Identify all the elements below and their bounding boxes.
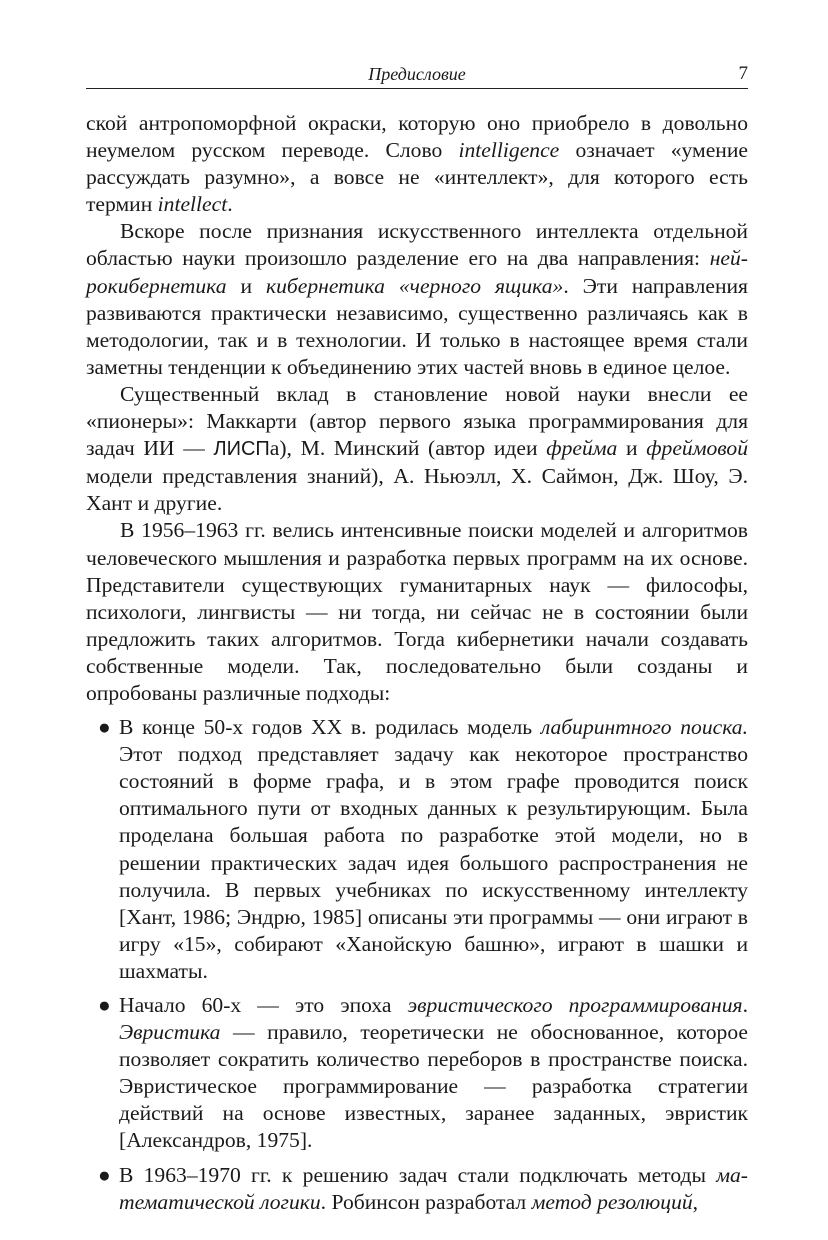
page-body <box>86 110 748 1223</box>
paragraph-2: Вскоре после признания искусственного интеллекта отдельной областью науки произошло разделение его на два направления: нейрокибернетика и кибернетика «черного ящика». Эти направления развиваются практически независимо, существенно различаясь как в методологии, так и в технологии. И только в настоящее время стали заметны тенденции к объединению этих частей вновь в единое целое. <box>86 219 748 379</box>
bullet-icon: ● <box>98 715 111 740</box>
bullet-icon: ● <box>98 1162 111 1187</box>
paragraph-1: ской антропоморфной окраски, которую оно приобрело в довольно неумелом русском переводе. Слово intelligence означает «умение рассуждать разумно», а вовсе не «интеллект», для которого есть термин intellect. <box>86 111 748 217</box>
list-item: ● В конце 50-х годов XX в. родилась модель лабиринтного поиска. Этот подход представляет задачу как некоторое пространство состояний в форме графа, и в этом графе проводится поиск оптимального пути от входных данных к результирующим. Была проделана большая работа по разработке этой модели, но в решении практических задач идея большого распространения не получила. В первых учебниках по искусственному интеллекту [Хант, 1986; Эндрю, 1985] описаны эти программы — они играют в игру «15», собирают «Ханойскую башню», играют в шашки и шахматы. <box>98 715 748 983</box>
list-item: ● В 1963–1970 гг. к решению задач стали подключать методы математической логики. Робинсон разработал метод резолюций, <box>98 1162 748 1214</box>
page-header <box>86 62 748 89</box>
running-title: Предисловие <box>368 64 466 84</box>
bullet-icon: ● <box>98 993 111 1017</box>
paragraph-3: Существенный вклад в становление новой науки внесли ее «пионеры»: Маккарти (автор первого языка программирования для задач ИИ — ЛИСПа), М. Минский (автор идеи фрейма и фреймовой модели представления знаний), А. Ньюэлл, Х. Саймон, Дж. Шоу, Э. Хант и другие. <box>86 381 748 516</box>
approaches-list <box>86 714 748 1216</box>
list-item: ● Начало 60-х — это эпоха эвристического программирования. Эвристика — правило, теоретически не обоснованное, которое позволяет сократить количество переборов в пространстве поиска. Эвристическое программирование — разработка стратегии действий на основе известных, заранее заданных, эвристик [Александров, 1975]. <box>98 993 748 1153</box>
page-number: 7 <box>738 63 748 84</box>
paragraph-4: В 1956–1963 гг. велись интенсивные поиски моделей и алгоритмов человеческого мышления и разработка первых программ на их основе. Представители существующих гуманитарных наук — философы, психологи, лингвисты — ни тогда, ни сейчас не в состоянии были предложить таких алгоритмов. Тогда кибернетики начали создавать собственные модели. Так, последовательно были созданы и опробованы различные подходы: <box>86 518 748 705</box>
